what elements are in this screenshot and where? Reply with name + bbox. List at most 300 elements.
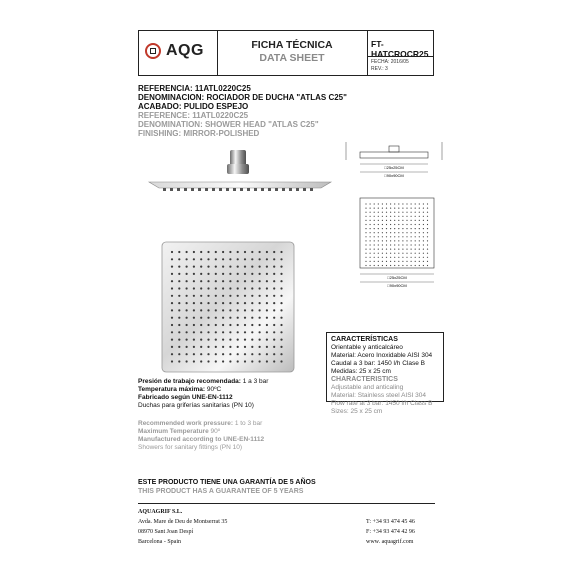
nozzle-dot xyxy=(193,324,195,326)
nozzle-dot xyxy=(370,257,371,258)
nozzle-dot xyxy=(251,360,253,362)
nozzle-dot xyxy=(402,261,403,262)
nozzle-dot xyxy=(374,240,375,241)
nozzle-dot xyxy=(259,302,261,304)
nozzle-dot xyxy=(280,353,282,355)
nozzle-dot xyxy=(200,295,202,297)
pressure-label-es: Presión de trabajo recomendada: xyxy=(138,378,241,385)
company-address-3: Barcelona - Spain xyxy=(138,539,181,545)
nozzle-dot xyxy=(386,265,387,266)
nozzle-dot xyxy=(370,228,371,229)
nozzle-dot xyxy=(178,266,180,268)
nozzle-dot xyxy=(207,331,209,333)
nozzle-dot xyxy=(171,273,173,275)
nozzle-dot xyxy=(215,295,217,297)
nozzle-dot xyxy=(398,261,399,262)
nozzle-dot xyxy=(207,273,209,275)
nozzle-dot xyxy=(419,253,420,254)
nozzle-dot xyxy=(266,331,268,333)
side-nozzle xyxy=(177,188,180,191)
nozzle-dot xyxy=(200,346,202,348)
nozzle-dot xyxy=(423,240,424,241)
nozzle-dot xyxy=(229,280,231,282)
nozzle-dot xyxy=(419,249,420,250)
nozzle-dot xyxy=(251,258,253,260)
nozzle-dot xyxy=(222,353,224,355)
nozzle-dot xyxy=(378,228,379,229)
nozzle-dot xyxy=(229,295,231,297)
nozzle-dot xyxy=(394,228,395,229)
document-date: FECHA: 2016/05 xyxy=(371,59,409,65)
nozzle-dot xyxy=(229,346,231,348)
nozzle-dot xyxy=(244,295,246,297)
nozzle-dot xyxy=(390,203,391,204)
nozzle-dot xyxy=(200,287,202,289)
nozzle-dot xyxy=(244,251,246,253)
nozzle-dot xyxy=(386,216,387,217)
nozzle-dot xyxy=(273,339,275,341)
nozzle-dot xyxy=(411,224,412,225)
nozzle-dot xyxy=(382,208,383,209)
nozzle-dot xyxy=(280,295,282,297)
nozzle-dot xyxy=(419,212,420,213)
nozzle-dot xyxy=(390,249,391,250)
nozzle-dot xyxy=(382,220,383,221)
nozzle-dot xyxy=(398,220,399,221)
nozzle-dot xyxy=(398,203,399,204)
technical-drawing-top-view xyxy=(352,198,442,294)
nozzle-dot xyxy=(415,232,416,233)
feature-line: Caudal a 3 bar: 1450 l/h Clase B xyxy=(331,360,425,367)
nozzle-dot xyxy=(406,240,407,241)
temperature-label-es: Temperatura máxima: xyxy=(138,386,206,393)
side-nozzle xyxy=(268,188,271,191)
company-phone: T: +34 93 474 45 46 xyxy=(366,519,415,525)
nozzle-dot xyxy=(402,224,403,225)
nozzle-dot xyxy=(222,309,224,311)
nozzle-dot xyxy=(171,266,173,268)
nozzle-dot xyxy=(178,287,180,289)
nozzle-dot xyxy=(419,228,420,229)
nozzle-dot xyxy=(370,253,371,254)
nozzle-dot xyxy=(427,257,428,258)
side-nozzle xyxy=(198,188,201,191)
nozzle-dot xyxy=(171,317,173,319)
nozzle-dot xyxy=(251,309,253,311)
nozzle-dot xyxy=(259,317,261,319)
nozzle-dot xyxy=(394,253,395,254)
nozzle-dot xyxy=(280,331,282,333)
nozzle-dot xyxy=(186,324,188,326)
nozzle-dot xyxy=(427,220,428,221)
nozzle-dot xyxy=(266,287,268,289)
nozzle-dot xyxy=(394,220,395,221)
denomination-es: DENOMINACION: ROCIADOR DE DUCHA "ATLAS C25" xyxy=(138,93,347,102)
side-nozzle xyxy=(240,188,243,191)
nozzle-dot xyxy=(229,353,231,355)
nozzle-dot xyxy=(427,208,428,209)
nozzle-dot xyxy=(266,302,268,304)
nozzle-dot xyxy=(423,244,424,245)
nozzle-dot xyxy=(378,257,379,258)
nozzle-dot xyxy=(222,287,224,289)
nozzle-dot xyxy=(406,236,407,237)
nozzle-dot xyxy=(193,251,195,253)
nozzle-dot xyxy=(193,346,195,348)
nozzle-dot xyxy=(411,244,412,245)
nozzle-dot xyxy=(251,339,253,341)
nozzle-dot xyxy=(370,224,371,225)
nozzle-dot xyxy=(207,353,209,355)
nozzle-dot xyxy=(370,249,371,250)
side-nozzle xyxy=(191,188,194,191)
nozzle-dot xyxy=(411,253,412,254)
nozzle-dot xyxy=(229,339,231,341)
nozzle-dot xyxy=(415,228,416,229)
nozzle-dot xyxy=(370,220,371,221)
company-fax: F: +34 93 474 42 96 xyxy=(366,529,415,535)
nozzle-dot xyxy=(415,203,416,204)
nozzle-dot xyxy=(370,265,371,266)
nozzle-dot xyxy=(411,220,412,221)
nozzle-dot xyxy=(390,228,391,229)
nozzle-dot xyxy=(386,261,387,262)
nozzle-dot xyxy=(378,236,379,237)
nozzle-dot xyxy=(259,287,261,289)
nozzle-dot xyxy=(419,261,420,262)
nozzle-dot xyxy=(394,224,395,225)
nozzle-dot xyxy=(386,240,387,241)
nozzle-dot xyxy=(365,216,366,217)
side-nozzle xyxy=(254,188,257,191)
nozzle-dot xyxy=(415,244,416,245)
nozzle-dot xyxy=(386,244,387,245)
nozzle-dot xyxy=(402,216,403,217)
nozzle-dot xyxy=(229,360,231,362)
nozzle-dot xyxy=(406,212,407,213)
nozzle-dot xyxy=(193,302,195,304)
nozzle-dot xyxy=(222,251,224,253)
nozzle-dot xyxy=(378,216,379,217)
nozzle-dot xyxy=(423,265,424,266)
nozzle-dot xyxy=(406,257,407,258)
nozzle-dot xyxy=(382,265,383,266)
nozzle-dot xyxy=(411,249,412,250)
title-spanish: FICHA TÉCNICA xyxy=(251,39,333,51)
nozzle-dot xyxy=(171,309,173,311)
nozzle-dot xyxy=(382,253,383,254)
nozzle-dot xyxy=(398,232,399,233)
nozzle-dot xyxy=(222,266,224,268)
nozzle-dot xyxy=(273,273,275,275)
nozzle-dot xyxy=(273,251,275,253)
standard-es xyxy=(138,394,233,402)
nozzle-dot xyxy=(378,253,379,254)
nozzle-dot xyxy=(178,339,180,341)
nozzle-dot xyxy=(427,253,428,254)
nozzle-dot xyxy=(390,212,391,213)
nozzle-dot xyxy=(402,212,403,213)
nozzle-dot xyxy=(382,212,383,213)
nozzle-dot xyxy=(273,280,275,282)
nozzle-dot xyxy=(419,257,420,258)
nozzle-dot xyxy=(259,258,261,260)
nozzle-dot xyxy=(207,295,209,297)
side-nozzle xyxy=(310,188,313,191)
nozzle-dot xyxy=(370,244,371,245)
aqg-logo-icon xyxy=(145,43,161,59)
nozzle-dot xyxy=(259,273,261,275)
nozzle-dot xyxy=(427,203,428,204)
nozzle-dot xyxy=(406,232,407,233)
nozzle-dot xyxy=(390,261,391,262)
nozzle-dot xyxy=(402,208,403,209)
nozzle-dot xyxy=(374,232,375,233)
nozzle-dot xyxy=(200,258,202,260)
nozzle-dot xyxy=(200,309,202,311)
nozzle-dot xyxy=(215,346,217,348)
nozzle-dot xyxy=(280,280,282,282)
nozzle-dot xyxy=(370,203,371,204)
nozzle-dot xyxy=(251,280,253,282)
side-nozzle xyxy=(205,188,208,191)
feature-line: Orientable y anticalcáreo xyxy=(331,344,403,351)
nozzle-dot xyxy=(200,353,202,355)
nozzle-dot xyxy=(178,302,180,304)
nozzle-dot xyxy=(237,346,239,348)
nozzle-dot xyxy=(402,240,403,241)
nozzle-dot xyxy=(229,287,231,289)
nozzle-dot xyxy=(386,208,387,209)
nozzle-dot xyxy=(251,273,253,275)
nozzle-dot xyxy=(402,220,403,221)
side-nozzle xyxy=(184,188,187,191)
nozzle-dot xyxy=(244,353,246,355)
nozzle-dot xyxy=(280,360,282,362)
nozzle-dot xyxy=(386,249,387,250)
nozzle-dot xyxy=(374,228,375,229)
meta-divider xyxy=(367,56,433,57)
nozzle-dot xyxy=(229,309,231,311)
nozzle-dot xyxy=(370,236,371,237)
nozzle-dot xyxy=(207,360,209,362)
nozzle-dot xyxy=(171,339,173,341)
nozzle-dot xyxy=(280,258,282,260)
characteristics-title-es: CARACTERÍSTICAS xyxy=(331,336,398,343)
side-dimension-label-2: □90x90CM xyxy=(384,173,404,178)
nozzle-dot xyxy=(415,265,416,266)
nozzle-dot xyxy=(427,228,428,229)
nozzle-dot xyxy=(374,236,375,237)
nozzle-dot xyxy=(215,266,217,268)
nozzle-dot xyxy=(390,265,391,266)
finishing-es: ACABADO: PULIDO ESPEJO xyxy=(138,102,249,111)
nozzle-dot xyxy=(259,324,261,326)
technical-drawing-side-view xyxy=(346,138,442,184)
nozzle-dot xyxy=(280,324,282,326)
nozzle-dot xyxy=(237,273,239,275)
nozzle-dot xyxy=(365,253,366,254)
nozzle-dot xyxy=(427,212,428,213)
nozzle-dot xyxy=(406,261,407,262)
nozzle-dot xyxy=(215,258,217,260)
nozzle-dot xyxy=(200,324,202,326)
pressure-label-en: Recommended work pressure: xyxy=(138,420,234,427)
nozzle-dot xyxy=(280,346,282,348)
nozzle-dot xyxy=(394,236,395,237)
nozzle-dot xyxy=(259,339,261,341)
nozzle-dot xyxy=(390,244,391,245)
nozzle-dot xyxy=(193,331,195,333)
nozzle-dot xyxy=(266,324,268,326)
document-revision: REV.: 3 xyxy=(371,66,388,72)
nozzle-dot xyxy=(200,302,202,304)
nozzle-dot xyxy=(419,236,420,237)
logo-cell xyxy=(139,31,218,75)
nozzle-dot xyxy=(382,261,383,262)
nozzle-dot xyxy=(386,203,387,204)
nozzle-dot xyxy=(207,346,209,348)
nozzle-dot xyxy=(193,266,195,268)
nozzle-dot xyxy=(259,280,261,282)
nozzle-dot xyxy=(178,280,180,282)
nozzle-dot xyxy=(390,224,391,225)
nozzle-dot xyxy=(374,208,375,209)
nozzle-dot xyxy=(419,244,420,245)
side-nozzle xyxy=(247,188,250,191)
nozzle-dot xyxy=(394,203,395,204)
feature-line: Material: Acero Inoxidable AISI 304 xyxy=(331,352,433,359)
nozzle-dot xyxy=(215,302,217,304)
pressure-en xyxy=(138,420,262,428)
nozzle-dot xyxy=(266,273,268,275)
nozzle-dot xyxy=(374,253,375,254)
nozzle-dot xyxy=(207,266,209,268)
nozzle-dot xyxy=(244,317,246,319)
nozzle-dot xyxy=(423,261,424,262)
nozzle-dot xyxy=(394,265,395,266)
nozzle-dot xyxy=(178,324,180,326)
nozzle-dot xyxy=(266,353,268,355)
nozzle-dot xyxy=(259,251,261,253)
nozzle-dot xyxy=(398,236,399,237)
nozzle-dot xyxy=(365,203,366,204)
nozzle-dot xyxy=(411,203,412,204)
nozzle-dot xyxy=(251,302,253,304)
nozzle-dot xyxy=(171,331,173,333)
nozzle-dot xyxy=(222,346,224,348)
nozzle-dot xyxy=(178,258,180,260)
temperature-value-es: 90ºC xyxy=(205,386,222,393)
nozzle-dot xyxy=(402,253,403,254)
company-website[interactable]: www. aquagrif.com xyxy=(366,539,414,545)
nozzle-dot xyxy=(394,244,395,245)
nozzle-dot xyxy=(186,346,188,348)
nozzle-dot xyxy=(382,249,383,250)
title-english: DATA SHEET xyxy=(259,52,325,64)
nozzle-dot xyxy=(244,280,246,282)
nozzle-dot xyxy=(266,339,268,341)
nozzle-dot xyxy=(229,302,231,304)
nozzle-dot xyxy=(266,346,268,348)
nozzle-dot xyxy=(244,266,246,268)
nozzle-dot xyxy=(193,353,195,355)
nozzle-dot xyxy=(280,317,282,319)
nozzle-dot xyxy=(178,309,180,311)
nozzle-dot xyxy=(186,353,188,355)
nozzle-dot xyxy=(386,257,387,258)
nozzle-dot xyxy=(394,240,395,241)
nozzle-dot xyxy=(273,331,275,333)
nozzle-dot xyxy=(406,208,407,209)
nozzle-dot xyxy=(251,251,253,253)
nozzle-dot xyxy=(229,324,231,326)
nozzle-dot xyxy=(186,287,188,289)
nozzle-dot xyxy=(374,249,375,250)
nozzle-dot xyxy=(386,228,387,229)
nozzle-dot xyxy=(266,360,268,362)
nozzle-dot xyxy=(427,232,428,233)
nozzle-dot xyxy=(244,346,246,348)
nozzle-dot xyxy=(273,353,275,355)
nozzle-dot xyxy=(398,257,399,258)
nozzle-dot xyxy=(423,224,424,225)
nozzle-dot xyxy=(378,265,379,266)
nozzle-dot xyxy=(244,339,246,341)
nozzle-dot xyxy=(423,253,424,254)
nozzle-dot xyxy=(251,353,253,355)
denomination-en: DENOMINATION: SHOWER HEAD "ATLAS C25" xyxy=(138,120,319,129)
nozzle-dot xyxy=(365,232,366,233)
nozzle-dot xyxy=(280,302,282,304)
nozzle-dot xyxy=(207,280,209,282)
nozzle-dot xyxy=(415,212,416,213)
nozzle-dot xyxy=(186,339,188,341)
nozzle-dot xyxy=(215,309,217,311)
nozzle-dot xyxy=(229,331,231,333)
nozzle-dot xyxy=(406,228,407,229)
nozzle-dot xyxy=(415,257,416,258)
nozzle-dot xyxy=(406,244,407,245)
nozzle-dot xyxy=(402,244,403,245)
top-dimension-label: □25x25CM xyxy=(387,275,407,280)
nozzle-dot xyxy=(266,317,268,319)
nozzle-dot xyxy=(222,339,224,341)
nozzle-dot xyxy=(229,273,231,275)
nozzle-dot xyxy=(386,220,387,221)
nozzle-dot xyxy=(370,261,371,262)
nozzle-dot xyxy=(402,232,403,233)
nozzle-dot xyxy=(427,261,428,262)
nozzle-dot xyxy=(237,266,239,268)
nozzle-dot xyxy=(386,253,387,254)
side-nozzle xyxy=(282,188,285,191)
nozzle-dot xyxy=(237,302,239,304)
nozzle-dot xyxy=(178,273,180,275)
nozzle-dot xyxy=(251,266,253,268)
nozzle-dot xyxy=(398,253,399,254)
nozzle-dot xyxy=(266,280,268,282)
nozzle-dot xyxy=(215,273,217,275)
nozzle-dot xyxy=(171,302,173,304)
company-address-2: 08970 Sant Joan Despí xyxy=(138,529,194,535)
side-nozzle xyxy=(261,188,264,191)
nozzle-dot xyxy=(423,208,424,209)
characteristics-box xyxy=(326,332,444,415)
nozzle-dot xyxy=(200,360,202,362)
nozzle-dot xyxy=(411,240,412,241)
nozzle-dot xyxy=(237,258,239,260)
